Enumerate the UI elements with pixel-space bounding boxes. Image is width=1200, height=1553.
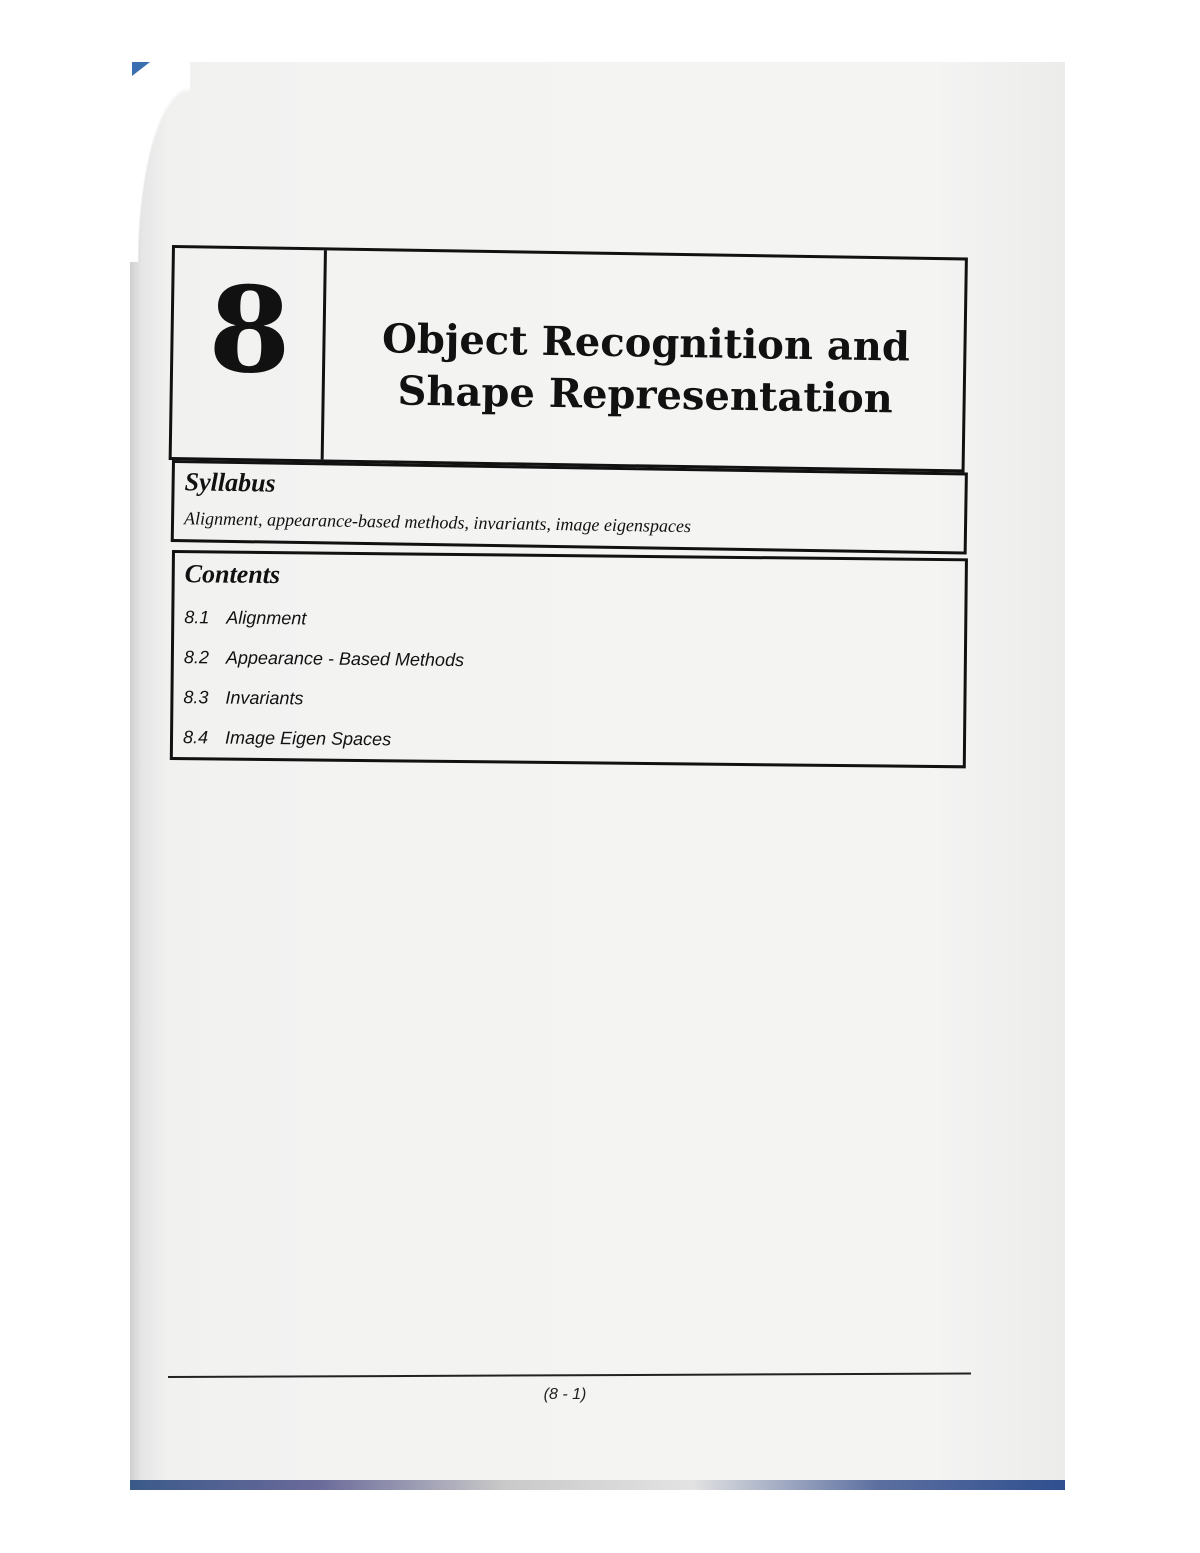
chapter-title-line-1: Object Recognition and [381,315,911,371]
chapter-title-line-2: Shape Representation [397,367,894,423]
page-number: (8 - 1) [543,1386,587,1403]
contents-item [183,717,464,760]
contents-item-label: Appearance - Based Methods [225,647,465,670]
contents-box [170,550,968,768]
corner-tab-mark [132,62,150,76]
contents-item-number: 8.3 [183,686,209,707]
page-curl-shadow [130,62,190,262]
chapter-header-box [169,245,968,472]
contents-item [184,597,465,640]
contents-heading: Contents [184,559,281,590]
chapter-number: 8 [207,259,292,400]
book-edge-strip [130,1480,1065,1490]
contents-item-label: Alignment [226,607,307,628]
contents-item [184,637,465,680]
contents-item-label: Image Eigen Spaces [224,727,392,749]
contents-item-label: Invariants [225,687,304,708]
contents-list [183,597,465,760]
syllabus-text: Alignment, appearance-based methods, invariants, image eigenspaces [183,508,692,537]
contents-item-number: 8.2 [183,646,210,667]
syllabus-box [171,460,968,554]
chapter-title [337,313,954,427]
chapter-number-cell [172,248,327,459]
syllabus-heading: Syllabus [184,467,276,498]
contents-item [183,677,464,720]
contents-item-number: 8.4 [182,726,209,747]
contents-item-number: 8.1 [184,606,210,627]
